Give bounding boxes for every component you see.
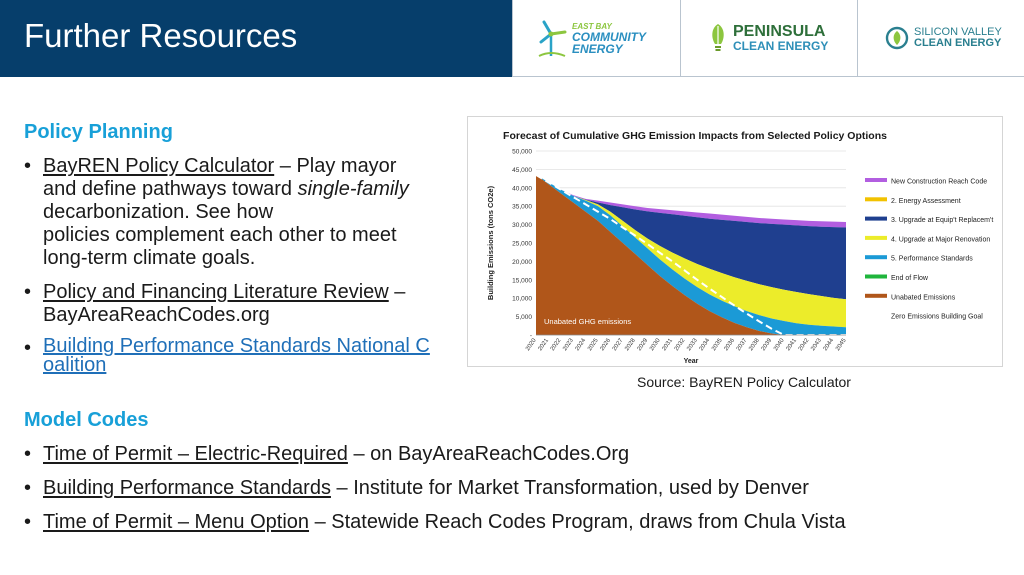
policy-item-bps-body bbox=[43, 337, 430, 375]
model-codes-heading: Model Codes bbox=[24, 409, 149, 431]
model-item-3-text: – Statewide Reach Codes Program, draws from Chula Vista bbox=[309, 511, 846, 533]
wind-turbine-icon bbox=[535, 20, 569, 58]
calculator-text-5: long-term climate goals. bbox=[43, 247, 256, 269]
ghg-chart-frame bbox=[467, 116, 1003, 367]
policy-item-literature-body bbox=[43, 281, 405, 327]
model-item-1-body bbox=[43, 443, 629, 466]
legend-entry: 3. Upgrade at Equip't Replacem't bbox=[891, 217, 994, 225]
svce-logo bbox=[885, 26, 1002, 50]
calculator-text-4: policies complement each other to meet bbox=[43, 224, 397, 246]
policy-item-literature bbox=[24, 281, 454, 331]
literature-text-2: BayAreaReachCodes.org bbox=[43, 304, 270, 326]
chart-annotation: Unabated GHG emissions bbox=[544, 317, 632, 326]
y-tick-label: 30,000 bbox=[512, 222, 532, 230]
x-tick-label: 2044 bbox=[822, 337, 836, 353]
x-tick-label: 2035 bbox=[711, 337, 724, 353]
logo-ebce-line2: COMMUNITY bbox=[572, 30, 646, 44]
x-tick-label: 2021 bbox=[537, 337, 551, 353]
policy-item-bps-coalition bbox=[24, 337, 464, 381]
model-item-2-body bbox=[43, 477, 809, 500]
y-tick-label: 10,000 bbox=[512, 295, 532, 303]
legend-swatch bbox=[865, 197, 887, 201]
policy-item-calculator-body bbox=[43, 155, 409, 270]
x-tick-label: 2020 bbox=[525, 337, 538, 353]
bullet-dot: • bbox=[24, 155, 32, 177]
bullet-dot: • bbox=[24, 477, 32, 499]
x-tick-label: 2033 bbox=[686, 337, 699, 353]
calculator-text-3: decarbonization. See how bbox=[43, 201, 274, 223]
logo-ebce-line3: ENERGY bbox=[572, 42, 623, 56]
logo-ebce-line1: EAST BAY bbox=[572, 22, 612, 31]
y-tick-label: - bbox=[529, 332, 532, 340]
legend-entry: End of Flow bbox=[891, 275, 928, 282]
logo-cell-pce bbox=[680, 0, 857, 77]
x-tick-label: 2028 bbox=[624, 337, 637, 353]
bullet-dot: • bbox=[24, 281, 32, 303]
x-tick-label: 2031 bbox=[661, 337, 675, 353]
legend-entry: Zero Emissions Building Goal bbox=[891, 313, 983, 321]
logo-pce-line1: PENINSULA bbox=[733, 23, 826, 40]
x-tick-label: 2037 bbox=[735, 337, 749, 353]
legend-entry: Unabated Emissions bbox=[891, 294, 956, 302]
logo-cell-ebce bbox=[512, 0, 680, 77]
literature-review-link[interactable]: Policy and Financing Literature Review bbox=[43, 281, 389, 303]
logo-svce-line2: CLEAN ENERGY bbox=[914, 37, 1002, 49]
model-item-2-text: – Institute for Market Transformation, used by Denver bbox=[330, 477, 809, 499]
calculator-italic: single-family bbox=[297, 178, 409, 200]
x-axis-label: Year bbox=[683, 358, 699, 365]
x-tick-label: 2045 bbox=[835, 337, 848, 353]
page-title: Further Resources bbox=[24, 17, 298, 54]
ghg-forecast-chart bbox=[468, 117, 1002, 366]
title-band bbox=[0, 0, 512, 77]
legend-swatch bbox=[865, 275, 887, 279]
x-tick-label: 2041 bbox=[785, 337, 799, 353]
x-tick-label: 2029 bbox=[636, 337, 650, 353]
y-tick-label: 45,000 bbox=[512, 166, 532, 174]
x-tick-label: 2026 bbox=[599, 337, 613, 353]
x-tick-label: 2043 bbox=[810, 337, 823, 353]
legend-swatch bbox=[865, 294, 887, 298]
bullet-dot: • bbox=[24, 511, 32, 533]
lightbulb-leaf-icon bbox=[709, 22, 727, 54]
legend-entry: 5. Performance Standards bbox=[891, 255, 973, 263]
x-tick-label: 2039 bbox=[760, 337, 774, 353]
y-tick-label: 50,000 bbox=[512, 148, 532, 156]
legend-swatch bbox=[865, 236, 887, 240]
legend-swatch bbox=[865, 178, 887, 182]
pce-logo bbox=[709, 22, 828, 54]
legend-swatch bbox=[865, 255, 887, 259]
x-tick-label: 2023 bbox=[562, 337, 575, 353]
x-tick-label: 2030 bbox=[649, 337, 662, 353]
x-tick-label: 2024 bbox=[574, 337, 588, 353]
y-axis-label: Building Emissions (tons CO2e) bbox=[486, 185, 495, 301]
x-tick-label: 2038 bbox=[748, 337, 761, 353]
header-bar bbox=[0, 0, 1024, 77]
model-item-electric-required bbox=[24, 443, 1004, 467]
ring-leaf-icon bbox=[885, 26, 909, 50]
calculator-text-2: and define pathways toward bbox=[43, 178, 298, 200]
y-tick-label: 40,000 bbox=[512, 185, 532, 193]
y-tick-label: 25,000 bbox=[512, 240, 532, 248]
x-tick-label: 2034 bbox=[698, 337, 712, 353]
model-item-3-body bbox=[43, 511, 846, 534]
bps-coalition-link-line2[interactable]: oalition bbox=[43, 354, 107, 376]
legend-entry: 2. Energy Assessment bbox=[891, 197, 961, 205]
bullet-dot: • bbox=[24, 337, 32, 359]
calculator-text-1: – Play mayor bbox=[274, 155, 397, 177]
bullet-dot: • bbox=[24, 443, 32, 465]
y-tick-label: 20,000 bbox=[512, 258, 532, 266]
y-tick-label: 35,000 bbox=[512, 203, 532, 211]
bps-coalition-link-line1[interactable]: Building Performance Standards National C bbox=[43, 335, 430, 357]
bps-link[interactable]: Building Performance Standards bbox=[43, 477, 331, 499]
electric-required-link[interactable]: Time of Permit – Electric-Required bbox=[43, 443, 348, 465]
x-tick-label: 2027 bbox=[611, 337, 625, 353]
policy-item-calculator bbox=[24, 155, 454, 275]
model-item-bps bbox=[24, 477, 1004, 501]
literature-text-1: – bbox=[388, 281, 406, 303]
logo-svce-line1: SILICON VALLEY bbox=[914, 26, 1002, 38]
ebce-logo bbox=[535, 20, 646, 58]
x-tick-label: 2032 bbox=[673, 337, 687, 353]
x-tick-label: 2042 bbox=[797, 337, 811, 353]
logo-pce-line2: CLEAN ENERGY bbox=[733, 39, 829, 53]
y-tick-label: 15,000 bbox=[512, 277, 532, 285]
y-tick-label: 5,000 bbox=[515, 314, 532, 322]
menu-option-link[interactable]: Time of Permit – Menu Option bbox=[43, 511, 310, 533]
policy-planning-heading: Policy Planning bbox=[24, 121, 173, 143]
legend-swatch bbox=[865, 217, 887, 221]
chart-source-caption: Source: BayREN Policy Calculator bbox=[637, 374, 851, 390]
x-tick-label: 2040 bbox=[773, 337, 786, 353]
bayren-policy-calculator-link[interactable]: BayREN Policy Calculator bbox=[43, 155, 275, 177]
logo-cell-svce bbox=[857, 0, 1024, 77]
model-item-1-text: – on BayAreaReachCodes.Org bbox=[347, 443, 630, 465]
x-tick-label: 2022 bbox=[549, 337, 563, 353]
model-item-menu-option bbox=[24, 511, 1004, 535]
legend-entry: New Construction Reach Code bbox=[891, 178, 988, 186]
legend-entry: 4. Upgrade at Major Renovation bbox=[891, 236, 991, 244]
chart-title: Forecast of Cumulative GHG Emission Impacts from Selected Policy Options bbox=[503, 130, 887, 142]
x-tick-label: 2025 bbox=[587, 337, 600, 353]
x-tick-label: 2036 bbox=[723, 337, 737, 353]
